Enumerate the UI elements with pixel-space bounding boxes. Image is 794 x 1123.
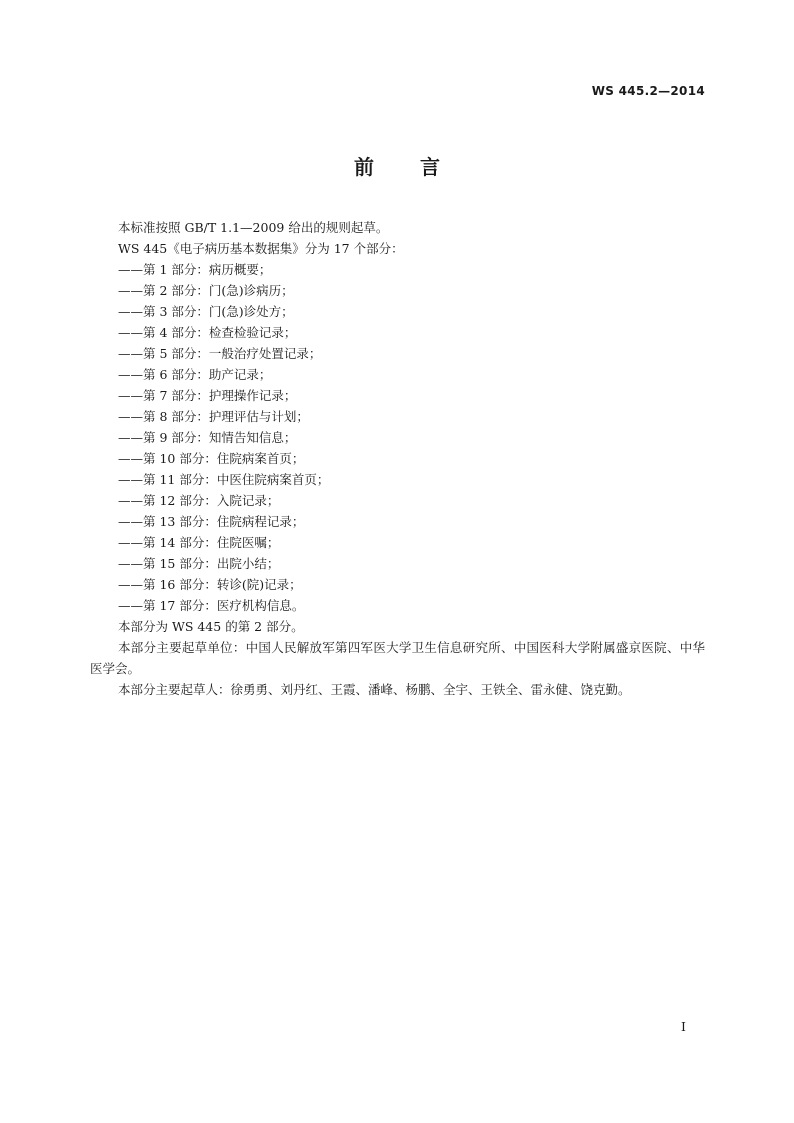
list-item: ——第 8 部分：护理评估与计划； xyxy=(118,409,309,424)
list-item: ——第 1 部分：病历概要； xyxy=(118,262,272,277)
page-number: I xyxy=(681,1019,686,1034)
list-item: ——第 9 部分：知情告知信息； xyxy=(118,430,297,445)
parts-list xyxy=(90,259,705,616)
list-item: ——第 7 部分：护理操作记录； xyxy=(118,388,297,403)
list-item: ——第 12 部分：入院记录； xyxy=(118,493,280,508)
list-item: ——第 2 部分：门(急)诊病历； xyxy=(118,283,294,298)
drafting-authors: 本部分主要起草人：徐勇勇、刘丹红、王霞、潘峰、杨鹏、全宇、王铁全、雷永健、饶克勤。 xyxy=(118,682,631,697)
list-item: ——第 13 部分：住院病程记录； xyxy=(118,514,305,529)
drafting-rule-paragraph: 本标准按照 GB/T 1.1—2009 给出的规则起草。 xyxy=(118,220,389,235)
list-item: ——第 15 部分：出院小结； xyxy=(118,556,280,571)
list-item: ——第 10 部分：住院病案首页； xyxy=(118,451,305,466)
list-item: ——第 11 部分：中医住院病案首页； xyxy=(118,472,330,487)
list-item: ——第 17 部分：医疗机构信息。 xyxy=(118,598,305,613)
list-item: ——第 4 部分：检查检验记录； xyxy=(118,325,297,340)
drafting-organizations: 本部分主要起草单位：中国人民解放军第四军医大学卫生信息研究所、中国医科大学附属盛京医院、中华医学会。 xyxy=(90,640,705,676)
list-item: ——第 3 部分：门(急)诊处方； xyxy=(118,304,294,319)
list-item: ——第 16 部分：转诊(院)记录； xyxy=(118,577,302,592)
document-body xyxy=(90,217,705,700)
page-title: 前言 xyxy=(354,155,486,179)
list-item: ——第 6 部分：助产记录； xyxy=(118,367,272,382)
list-item: ——第 14 部分：住院医嘱； xyxy=(118,535,280,550)
part-statement: 本部分为 WS 445 的第 2 部分。 xyxy=(118,619,304,634)
standard-parts-intro: WS 445《电子病历基本数据集》分为 17 个部分： xyxy=(118,241,404,256)
document-code: WS 445.2—2014 xyxy=(591,84,705,98)
list-item: ——第 5 部分：一般治疗处置记录； xyxy=(118,346,322,361)
